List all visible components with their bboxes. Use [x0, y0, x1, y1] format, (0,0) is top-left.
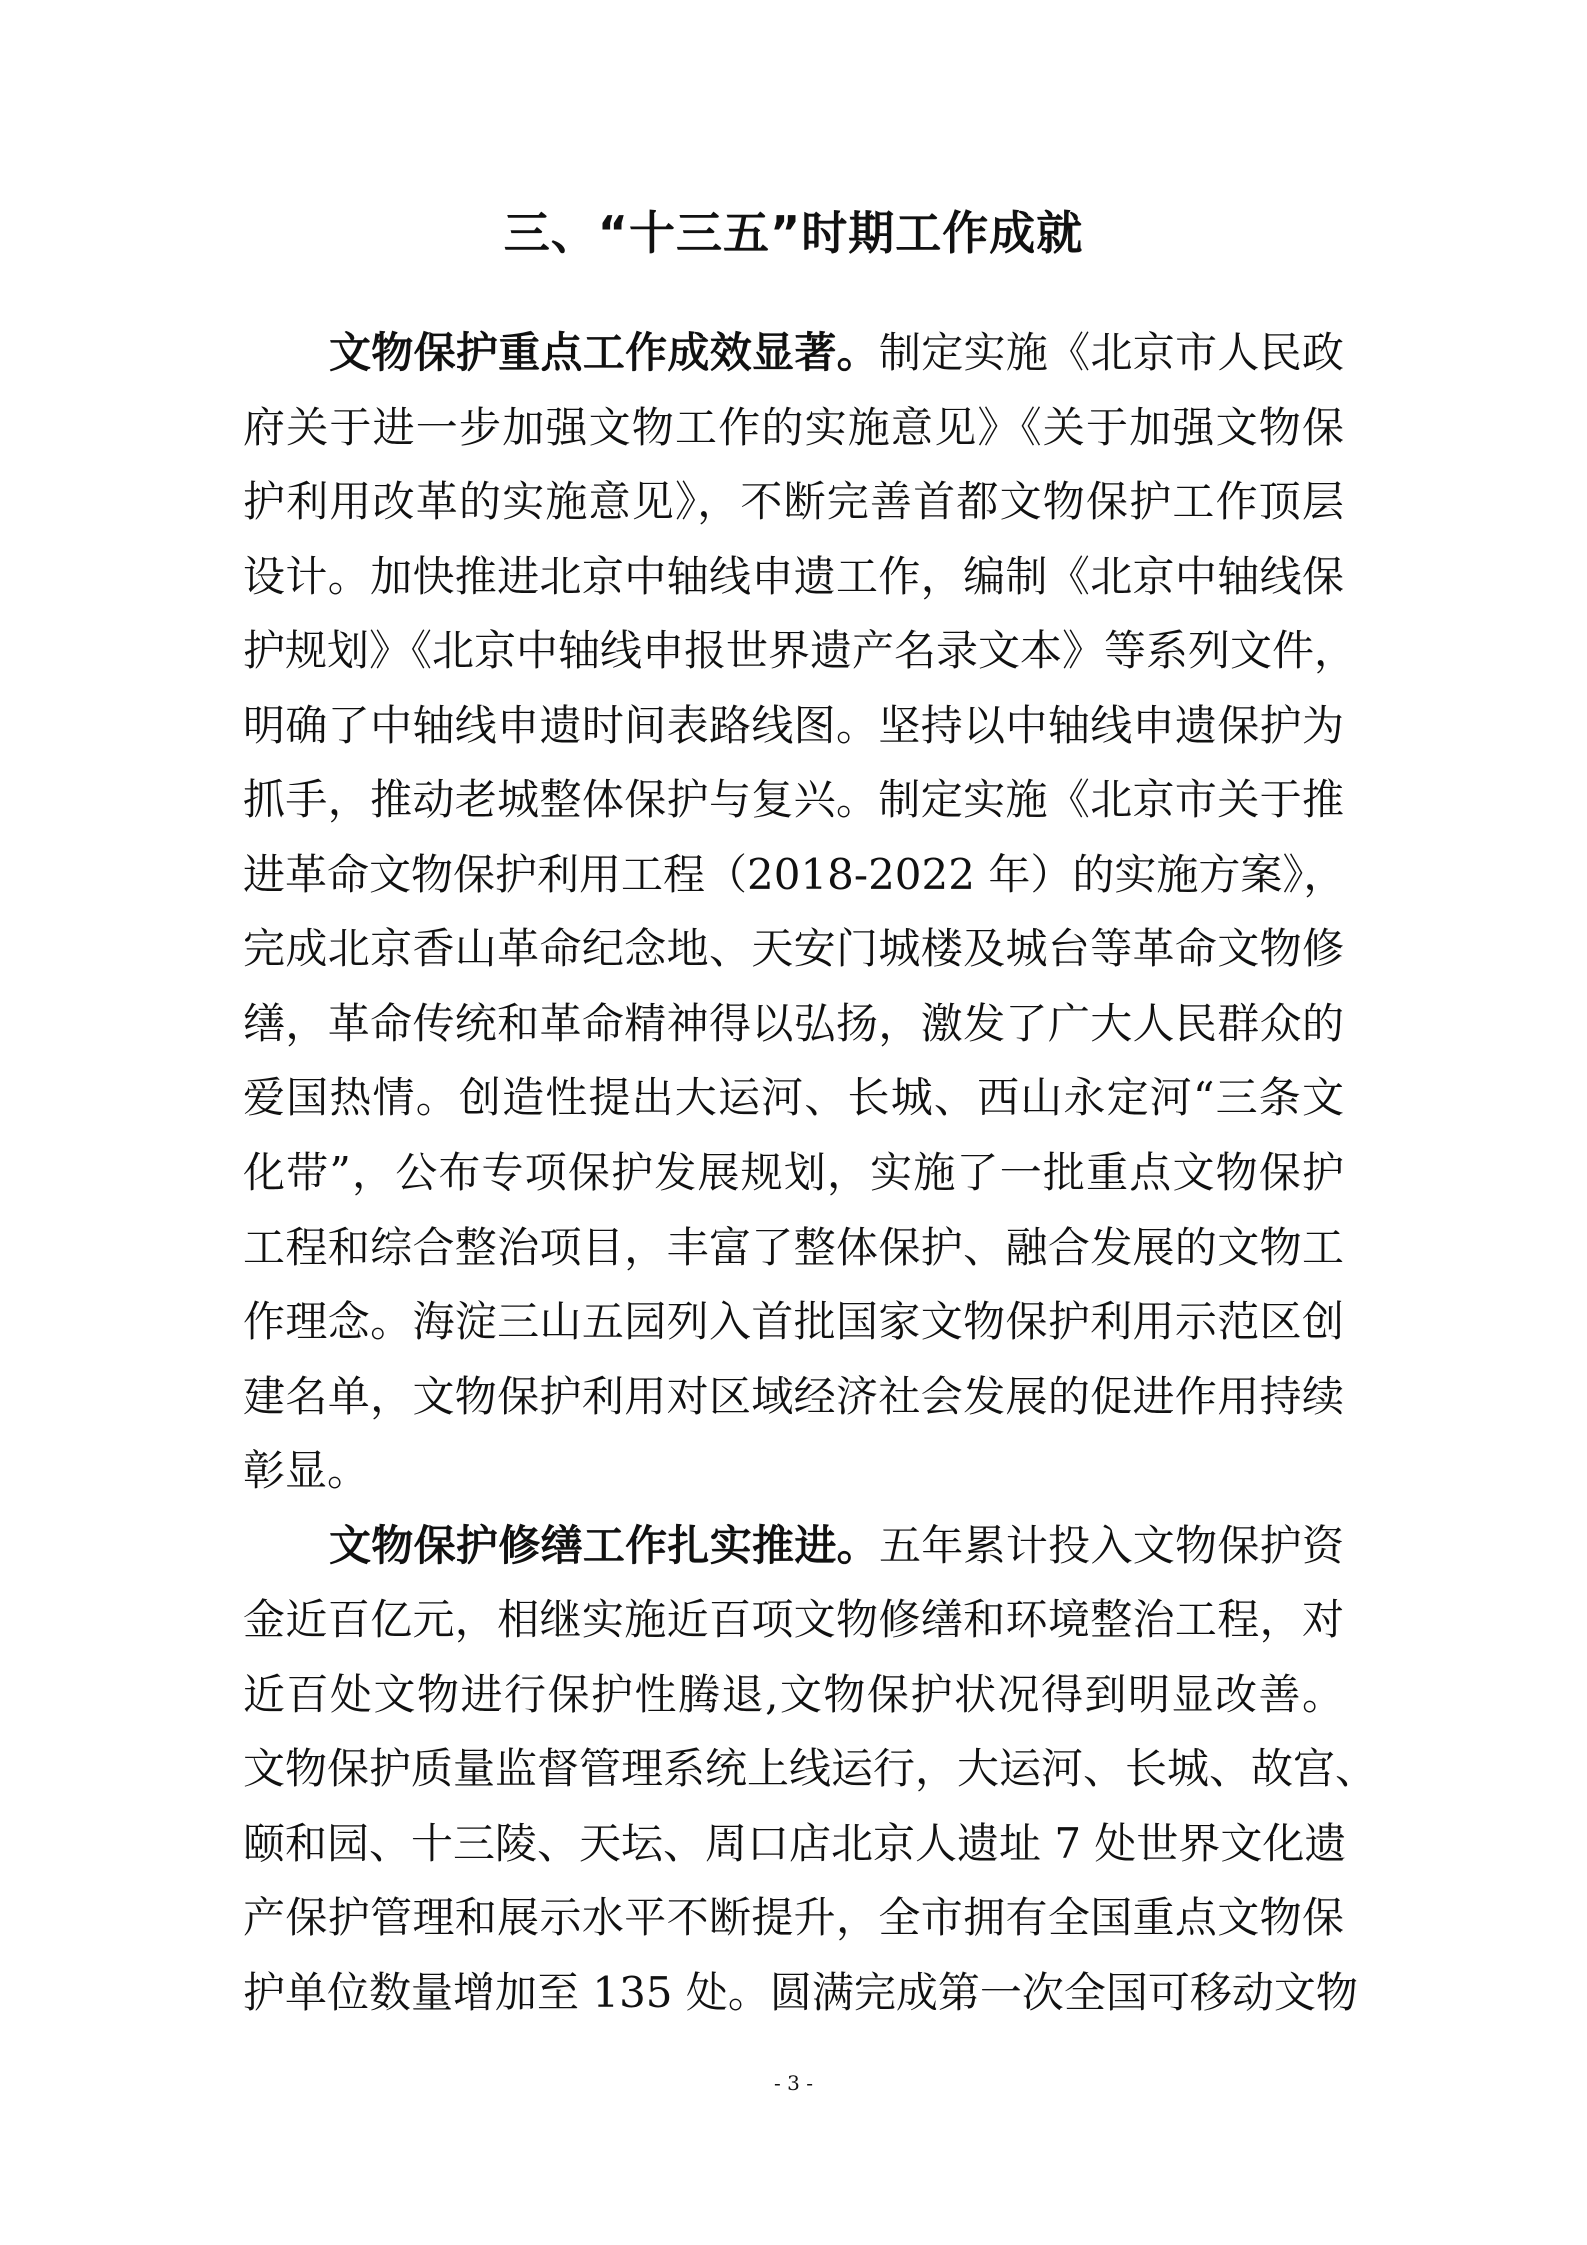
- body-line: 建名单，文物保护利用对区域经济社会发展的促进作用持续: [243, 1371, 1344, 1421]
- body-line: 彰显。: [243, 1446, 370, 1496]
- body-line: 护单位数量增加至 135 处。圆满完成第一次全国可移动文物: [243, 1968, 1358, 2018]
- paragraph-lead: 文物保护修缮工作扎实推进。: [329, 1520, 879, 1570]
- body-line: 化带”，公布专项保护发展规划，实施了一批重点文物保护: [243, 1148, 1344, 1198]
- document-body: [243, 316, 1378, 2031]
- paragraph-lead: 文物保护重点工作成效显著。: [329, 328, 879, 377]
- body-line: 工程和综合整治项目，丰富了整体保护、融合发展的文物工: [243, 1222, 1344, 1272]
- body-line: 爱国热情。创造性提出大运河、长城、西山永定河“三条文: [243, 1073, 1344, 1123]
- body-line: 完成北京香山革命纪念地、天安门城楼及城台等革命文物修: [243, 924, 1344, 974]
- body-line: 进革命文物保护利用工程（2018-2022 年）的实施方案》，: [243, 849, 1346, 899]
- body-line: 文物保护质量监督管理系统上线运行，大运河、长城、故宫、: [243, 1744, 1378, 1794]
- body-line: 金近百亿元，相继实施近百项文物修缮和环境整治工程，对: [243, 1595, 1344, 1645]
- body-line: 府关于进一步加强文物工作的实施意见》《关于加强文物保: [243, 402, 1344, 452]
- paragraph-first-line-text: 五年累计投入文物保护资: [878, 1520, 1344, 1570]
- body-line: 设计。加快推进北京中轴线申遗工作，编制《北京中轴线保: [243, 551, 1344, 601]
- body-line: 产保护管理和展示水平不断提升，全市拥有全国重点文物保: [243, 1893, 1344, 1943]
- body-line: 缮，革命传统和革命精神得以弘扬，激发了广大人民群众的: [243, 998, 1344, 1048]
- body-line: 颐和园、十三陵、天坛、周口店北京人遗址 7 处世界文化遗: [243, 1818, 1347, 1868]
- paragraph-first-line: [243, 1509, 1344, 1584]
- body-line: 护利用改革的实施意见》，不断完善首都文物保护工作顶层: [243, 477, 1344, 527]
- paragraph-first-line: [243, 316, 1344, 391]
- body-line: 护规划》《北京中轴线申报世界遗产名录文本》等系列文件，: [243, 626, 1357, 676]
- body-line: 抓手，推动老城整体保护与复兴。制定实施《北京市关于推: [243, 775, 1344, 825]
- page-number: - 3 -: [774, 2071, 813, 2095]
- body-line: 明确了中轴线申遗时间表路线图。坚持以中轴线申遗保护为: [243, 700, 1344, 750]
- body-line: 作理念。海淀三山五园列入首批国家文物保护利用示范区创: [243, 1297, 1344, 1347]
- body-line: 近百处文物进行保护性腾退,文物保护状况得到明显改善。: [243, 1669, 1344, 1719]
- paragraph-first-line-text: 制定实施《北京市人民政: [878, 328, 1344, 377]
- page-title: 三、“十三五”时期工作成就: [503, 206, 1084, 260]
